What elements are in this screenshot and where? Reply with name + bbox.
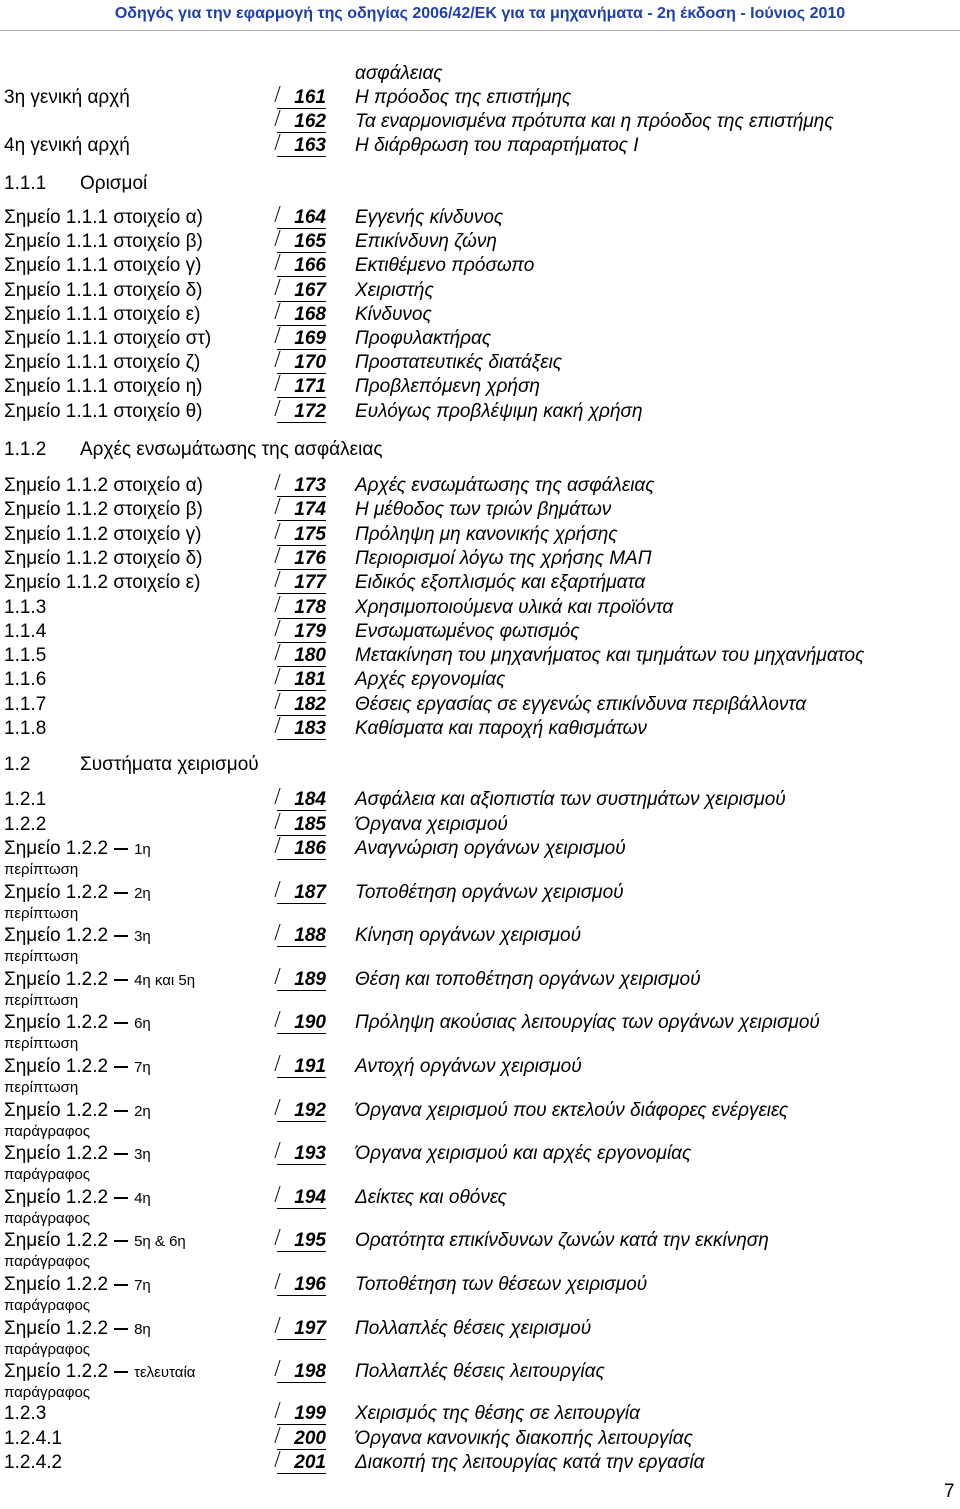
guideline-title: Εγγενής κίνδυνος <box>355 207 504 228</box>
toc-row <box>0 571 960 595</box>
toc-row-reference: 3η γενική αρχή <box>4 87 130 108</box>
toc-row <box>0 1317 960 1341</box>
header-divider <box>0 30 960 31</box>
toc-row <box>0 1186 960 1210</box>
guideline-number: 169 <box>280 327 326 351</box>
guideline-title: Κίνηση οργάνων χειρισμού <box>355 925 582 947</box>
reference-ordinal: 4η <box>134 1189 151 1207</box>
section-title: Ορισμοί <box>80 173 148 194</box>
toc-row-reference: Σημείο 1.1.2 στοιχείο γ) <box>4 523 202 545</box>
toc-row <box>0 788 960 812</box>
toc-row <box>0 134 960 158</box>
toc-row-reference: 1.1.4 <box>4 620 47 642</box>
guideline-title: Περιορισμοί λόγω της χρήσης ΜΑΠ <box>355 547 652 569</box>
toc-row <box>0 375 960 399</box>
toc-row-reference <box>4 1186 151 1211</box>
guideline-title: Αρχές ενσωμάτωσης της ασφάλειας <box>355 475 655 496</box>
toc-row-reference: 1.2.3 <box>4 1403 47 1424</box>
guideline-title: Όργανα κανονικής διακοπής λειτουργίας <box>355 1427 693 1449</box>
section-title: Αρχές ενσωμάτωσης της ασφάλειας <box>80 439 383 460</box>
guideline-title: Τα εναρμονισμένα πρότυπα και η πρόοδος της επιστήμης <box>355 111 834 132</box>
guideline-number: 184 <box>280 788 326 812</box>
guideline-number: 194 <box>280 1186 326 1210</box>
guideline-number: 161 <box>280 86 326 110</box>
toc-row <box>0 1360 960 1384</box>
reference-ordinal: 3η <box>134 928 151 946</box>
guideline-title: Αναγνώριση οργάνων χειρισμού <box>355 838 626 859</box>
guideline-number: 166 <box>280 254 326 278</box>
toc-row <box>0 596 960 620</box>
reference-subtext: παράγραφος <box>4 1340 91 1358</box>
guideline-title: Μετακίνηση του μηχανήματος και τμημάτων του μηχανήματος <box>355 645 865 667</box>
reference-ordinal: 7η <box>134 1277 151 1294</box>
reference-subtext: παράγραφος <box>4 1297 91 1314</box>
toc-row <box>0 547 960 571</box>
toc-row <box>0 279 960 303</box>
guideline-title: Όργανα χειρισμού και αρχές εργονομίας <box>355 1143 692 1165</box>
guideline-title: Ενσωματωμένος φωτισμός <box>355 620 580 642</box>
toc-row <box>0 400 960 424</box>
reference-text: Σημείο 1.2.2 <box>4 1361 109 1383</box>
dash-separator <box>114 848 128 850</box>
toc-row-reference <box>4 1055 151 1080</box>
dash-separator <box>114 1022 128 1024</box>
guideline-title: Ειδικός εξοπλισμός και εξαρτήματα <box>355 572 646 594</box>
toc-row-reference: 1.1.7 <box>4 693 47 715</box>
dash-separator <box>114 1153 128 1155</box>
dash-separator <box>114 935 128 937</box>
reference-subtext: περίπτωση <box>4 1035 79 1053</box>
reference-ordinal: 8η <box>134 1320 151 1338</box>
toc-row <box>0 254 960 278</box>
guideline-title: Κίνδυνος <box>355 303 432 325</box>
reference-text: Σημείο 1.2.2 <box>4 838 109 859</box>
dash-separator <box>114 1066 128 1068</box>
toc-row <box>0 668 960 692</box>
guideline-number: 172 <box>280 400 326 424</box>
guideline-number: 191 <box>280 1055 326 1079</box>
guideline-number: 193 <box>280 1142 326 1166</box>
toc-row-reference: Σημείο 1.1.1 στοιχείο ζ) <box>4 352 201 374</box>
reference-text: Σημείο 1.2.2 <box>4 1056 109 1077</box>
toc-row <box>0 110 960 134</box>
toc-row-reference <box>4 1099 151 1124</box>
toc-row-reference <box>4 924 151 949</box>
toc-row-reference: 1.1.5 <box>4 645 47 667</box>
guideline-title: Προφυλακτήρας <box>355 328 492 349</box>
guideline-number: 182 <box>280 693 326 717</box>
guideline-number: 164 <box>280 206 326 230</box>
dash-separator <box>114 1110 128 1112</box>
reference-ordinal: 1η <box>134 841 151 858</box>
toc-row-reference: Σημείο 1.1.2 στοιχείο β) <box>4 499 203 521</box>
toc-row <box>0 693 960 717</box>
toc-row <box>0 881 960 905</box>
toc-row <box>0 351 960 375</box>
toc-row-reference <box>4 837 151 862</box>
toc-row-reference: Σημείο 1.1.1 στοιχείο γ) <box>4 255 202 277</box>
toc-row-reference: Σημείο 1.1.1 στοιχείο α) <box>4 207 203 228</box>
toc-row-reference: 1.1.8 <box>4 718 47 739</box>
guideline-number: 195 <box>280 1229 326 1253</box>
toc-row <box>0 968 960 992</box>
reference-ordinal: 3η <box>134 1146 151 1164</box>
toc-row-reference <box>4 1360 195 1385</box>
toc-row-reference: Σημείο 1.1.2 στοιχείο α) <box>4 475 203 496</box>
toc-row-reference <box>4 1011 151 1036</box>
guideline-title: Πολλαπλές θέσεις λειτουργίας <box>355 1361 605 1383</box>
toc-row-reference <box>4 1229 186 1254</box>
toc-row-reference: Σημείο 1.1.1 στοιχείο η) <box>4 376 203 398</box>
guideline-number: 173 <box>280 474 326 498</box>
guideline-title: Η πρόοδος της επιστήμης <box>355 87 572 108</box>
toc-row <box>0 498 960 522</box>
reference-text: Σημείο 1.2.2 <box>4 968 109 990</box>
reference-ordinal: τελευταία <box>134 1364 196 1382</box>
reference-text: Σημείο 1.2.2 <box>4 1143 109 1165</box>
guideline-number: 165 <box>280 230 326 254</box>
guideline-number: 198 <box>280 1360 326 1384</box>
guideline-title: Η μέθοδος των τριών βημάτων <box>355 499 612 521</box>
guideline-number: 186 <box>280 837 326 861</box>
guideline-title: Πολλαπλές θέσεις χειρισμού <box>355 1317 592 1339</box>
reference-ordinal: 5η & 6η <box>134 1233 186 1251</box>
toc-row-reference: Σημείο 1.1.1 στοιχείο δ) <box>4 279 203 301</box>
reference-subtext: περίπτωση <box>4 904 79 922</box>
reference-subtext: παράγραφος <box>4 1253 91 1271</box>
toc-row-reference <box>4 1273 151 1298</box>
guideline-number: 183 <box>280 717 326 741</box>
reference-text: Σημείο 1.2.2 <box>4 1230 109 1252</box>
reference-text: Σημείο 1.2.2 <box>4 1186 109 1208</box>
toc-row-reference: Σημείο 1.1.1 στοιχείο στ) <box>4 328 212 349</box>
reference-text: Σημείο 1.2.2 <box>4 1317 109 1339</box>
toc-row <box>0 1451 960 1475</box>
section-number: 1.2 <box>4 754 31 775</box>
toc-row-reference: 1.1.6 <box>4 669 47 691</box>
toc-row <box>0 644 960 668</box>
dash-separator <box>114 1328 128 1330</box>
section-number: 1.1.1 <box>4 173 47 194</box>
guideline-title: Προβλεπόμενη χρήση <box>355 376 540 398</box>
guideline-number: 171 <box>280 375 326 399</box>
dash-separator <box>114 892 128 894</box>
toc-row-reference: Σημείο 1.1.2 στοιχείο ε) <box>4 572 201 594</box>
guideline-title: Χειριστής <box>355 279 434 301</box>
reference-subtext: παράγραφος <box>4 1166 91 1184</box>
toc-row <box>0 1402 960 1426</box>
guideline-title: Τοποθέτηση οργάνων χειρισμού <box>355 881 624 903</box>
reference-text: Σημείο 1.2.2 <box>4 1274 109 1295</box>
reference-ordinal: 2η <box>134 884 151 902</box>
guideline-number: 201 <box>280 1451 326 1475</box>
guideline-title: Θέσεις εργασίας σε εγγενώς επικίνδυνα περιβάλλοντα <box>355 693 807 715</box>
dash-separator <box>114 1284 128 1286</box>
guideline-number: 175 <box>280 523 326 547</box>
section-heading <box>0 438 960 462</box>
guideline-title: Εκτιθέμενο πρόσωπο <box>355 255 535 277</box>
toc-row <box>0 1142 960 1166</box>
reference-ordinal: 6η <box>134 1015 151 1033</box>
reference-ordinal: 2η <box>134 1102 151 1120</box>
toc-row-reference <box>4 881 151 906</box>
toc-row <box>0 474 960 498</box>
guideline-title: Η διάρθρωση του παραρτήματος I <box>355 135 639 156</box>
reference-subtext: περίπτωση <box>4 991 79 1009</box>
guideline-number: 163 <box>280 134 326 158</box>
toc-row <box>0 1055 960 1079</box>
toc-row-reference: 1.2.2 <box>4 813 47 835</box>
guideline-number: 177 <box>280 571 326 595</box>
toc-row <box>0 206 960 230</box>
guideline-number: 180 <box>280 644 326 668</box>
guideline-number: 174 <box>280 498 326 522</box>
toc-row <box>0 1011 960 1035</box>
reference-ordinal: 7η <box>134 1059 151 1076</box>
guideline-title: Επικίνδυνη ζώνη <box>355 231 497 253</box>
guideline-number: 200 <box>280 1427 326 1451</box>
guideline-number: 192 <box>280 1099 326 1123</box>
toc-row-reference <box>4 968 195 993</box>
reference-ordinal: 4η και 5η <box>134 971 196 989</box>
dash-separator <box>114 1197 128 1199</box>
guideline-number: 189 <box>280 968 326 992</box>
guideline-title: Θέση και τοποθέτηση οργάνων χειρισμού <box>355 968 701 990</box>
guideline-title: Ασφάλεια και αξιοπιστία των συστημάτων χειρισμού <box>355 789 786 810</box>
toc-row <box>0 1273 960 1297</box>
guideline-title: Τοποθέτηση των θέσεων χειρισμού <box>355 1274 648 1295</box>
guideline-number: 162 <box>280 110 326 134</box>
guideline-number: 188 <box>280 924 326 948</box>
guideline-title: Πρόληψη μη κανονικής χρήσης <box>355 523 618 545</box>
guideline-title: Καθίσματα και παροχή καθισμάτων <box>355 718 647 739</box>
toc-row-reference: Σημείο 1.1.1 στοιχείο ε) <box>4 303 201 325</box>
guideline-number: 185 <box>280 813 326 837</box>
reference-text: Σημείο 1.2.2 <box>4 925 109 947</box>
guideline-number: 167 <box>280 279 326 303</box>
toc-row <box>0 620 960 644</box>
toc-row-reference: 1.2.4.1 <box>4 1427 63 1449</box>
reference-text: Σημείο 1.2.2 <box>4 1099 109 1121</box>
toc-row-reference: Σημείο 1.1.1 στοιχείο β) <box>4 231 203 253</box>
toc-row <box>0 86 960 110</box>
guideline-title: Όργανα χειρισμού που εκτελούν διάφορες ενέργειες <box>355 1099 789 1121</box>
toc-row <box>0 924 960 948</box>
toc-row-reference: 1.1.3 <box>4 596 47 618</box>
toc-row-reference <box>4 1317 151 1342</box>
reference-text: Σημείο 1.2.2 <box>4 1012 109 1034</box>
guideline-number: 197 <box>280 1317 326 1341</box>
section-heading <box>0 753 960 777</box>
guideline-number: 181 <box>280 668 326 692</box>
toc-row <box>0 62 960 86</box>
guideline-title: Δείκτες και οθόνες <box>355 1186 507 1208</box>
page-header: Οδηγός για την εφαρμογή της οδηγίας 2006/42/ΕΚ για τα μηχανήματα - 2η έκδοση - Ιούνιος 2010 <box>114 5 846 22</box>
guideline-number: 190 <box>280 1011 326 1035</box>
toc-row <box>0 717 960 741</box>
guideline-number: 187 <box>280 881 326 905</box>
guideline-title: Χειρισμός της θέσης σε λειτουργία <box>355 1403 640 1424</box>
reference-subtext: παράγραφος <box>4 1209 91 1227</box>
toc-row-reference <box>4 1142 151 1167</box>
guideline-title: Αρχές εργονομίας <box>355 669 506 691</box>
guideline-number: 199 <box>280 1402 326 1426</box>
guideline-title: Διακοπή της λειτουργίας κατά την εργασία <box>355 1452 705 1474</box>
toc-row <box>0 523 960 547</box>
guideline-title: Χρησιμοποιούμενα υλικά και προϊόντα <box>355 596 674 618</box>
reference-subtext: περίπτωση <box>4 1079 79 1096</box>
guideline-number: 176 <box>280 547 326 571</box>
guideline-title: Αντοχή οργάνων χειρισμού <box>355 1056 582 1077</box>
toc-row <box>0 813 960 837</box>
reference-subtext: παράγραφος <box>4 1384 91 1402</box>
guideline-number: 168 <box>280 303 326 327</box>
reference-subtext: παράγραφος <box>4 1122 91 1140</box>
dash-separator <box>114 1240 128 1242</box>
page-number: 7 <box>944 1481 955 1502</box>
dash-separator <box>114 1371 128 1373</box>
toc-row <box>0 230 960 254</box>
reference-text: Σημείο 1.2.2 <box>4 881 109 903</box>
section-number: 1.1.2 <box>4 439 47 460</box>
toc-row-reference: Σημείο 1.1.2 στοιχείο δ) <box>4 547 203 569</box>
toc-row <box>0 1229 960 1253</box>
dash-separator <box>114 979 128 981</box>
toc-row <box>0 837 960 861</box>
guideline-title: Ευλόγως προβλέψιμη κακή χρήση <box>355 400 643 422</box>
guideline-number: 170 <box>280 351 326 375</box>
section-title: Συστήματα χειρισμού <box>80 754 259 775</box>
reference-subtext: περίπτωση <box>4 861 79 878</box>
guideline-title: ασφάλειας <box>355 63 443 84</box>
guideline-title: Πρόληψη ακούσιας λειτουργίας των οργάνων χειρισμού <box>355 1012 820 1034</box>
toc-row <box>0 1099 960 1123</box>
reference-subtext: περίπτωση <box>4 948 79 966</box>
guideline-title: Προστατευτικές διατάξεις <box>355 352 563 374</box>
toc-row-reference: 1.2.1 <box>4 789 47 810</box>
guideline-title: Ορατότητα επικίνδυνων ζωνών κατά την εκκίνηση <box>355 1230 769 1252</box>
guideline-number: 178 <box>280 596 326 620</box>
toc-row <box>0 1427 960 1451</box>
toc-row <box>0 303 960 327</box>
guideline-title: Όργανα χειρισμού <box>355 813 508 835</box>
guideline-number: 179 <box>280 620 326 644</box>
guideline-number: 196 <box>280 1273 326 1297</box>
toc-row-reference: 4η γενική αρχή <box>4 135 130 156</box>
toc-row-reference: Σημείο 1.1.1 στοιχείο θ) <box>4 400 203 422</box>
toc-row-reference: 1.2.4.2 <box>4 1452 63 1474</box>
toc-row <box>0 327 960 351</box>
section-heading <box>0 172 960 196</box>
